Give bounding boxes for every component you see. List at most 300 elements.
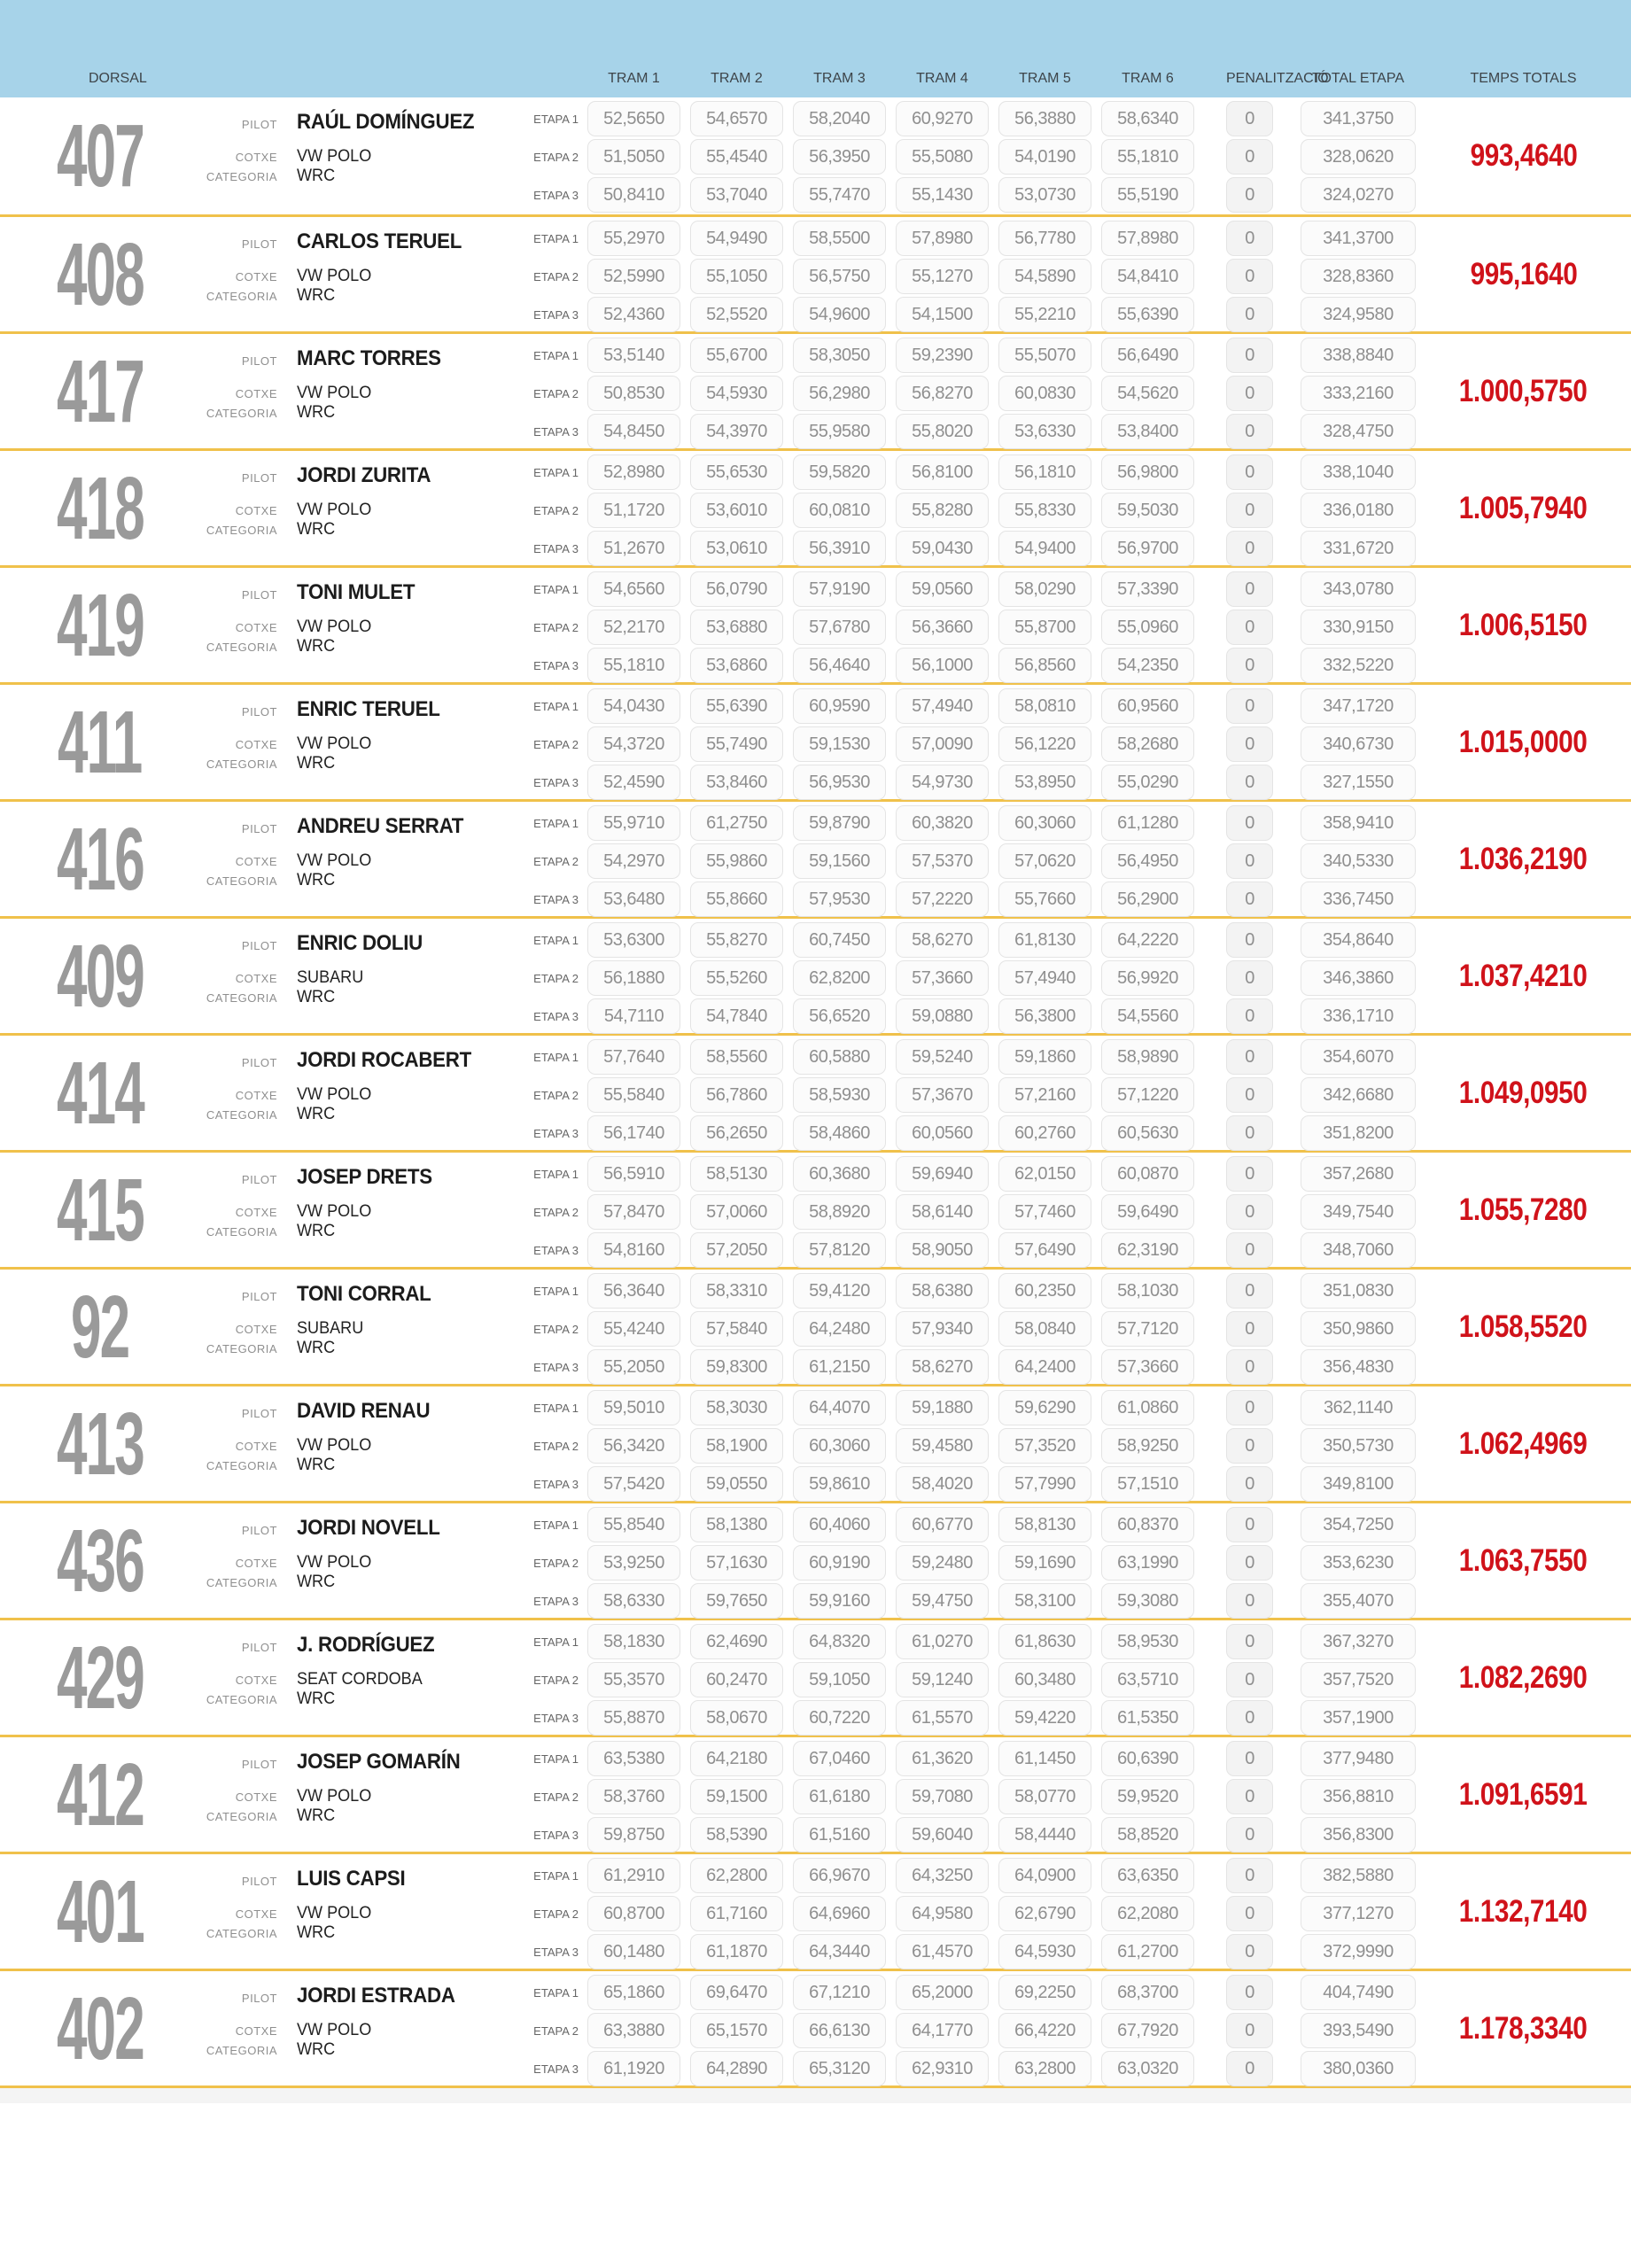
tram-time-cell[interactable]: 59,6490 xyxy=(1101,1194,1194,1230)
tram-time-cell[interactable]: 59,4120 xyxy=(793,1273,886,1309)
penalty-cell[interactable]: 0 xyxy=(1226,998,1273,1034)
tram-time-cell[interactable]: 57,7640 xyxy=(587,1039,680,1075)
penalty-cell[interactable]: 0 xyxy=(1226,648,1273,683)
tram-time-cell[interactable]: 52,4360 xyxy=(587,297,680,332)
tram-time-cell[interactable]: 58,4440 xyxy=(998,1817,1091,1852)
tram-time-cell[interactable]: 63,5380 xyxy=(587,1741,680,1776)
tram-time-cell[interactable]: 64,4070 xyxy=(793,1390,886,1425)
penalty-cell[interactable]: 0 xyxy=(1226,1507,1273,1542)
stage-total-cell[interactable]: 357,1900 xyxy=(1301,1700,1416,1736)
tram-time-cell[interactable]: 60,7450 xyxy=(793,922,886,958)
tram-time-cell[interactable]: 55,0290 xyxy=(1101,765,1194,800)
tram-time-cell[interactable]: 57,3520 xyxy=(998,1428,1091,1464)
stage-total-cell[interactable]: 347,1720 xyxy=(1301,688,1416,724)
tram-time-cell[interactable]: 52,5520 xyxy=(690,297,783,332)
tram-time-cell[interactable]: 56,3950 xyxy=(793,139,886,175)
tram-time-cell[interactable]: 54,6570 xyxy=(690,101,783,136)
stage-total-cell[interactable]: 356,4830 xyxy=(1301,1349,1416,1385)
tram-time-cell[interactable]: 64,2400 xyxy=(998,1349,1091,1385)
tram-time-cell[interactable]: 65,2000 xyxy=(896,1975,989,2010)
tram-time-cell[interactable]: 54,0430 xyxy=(587,688,680,724)
stage-total-cell[interactable]: 343,0780 xyxy=(1301,571,1416,607)
tram-time-cell[interactable]: 56,1220 xyxy=(998,726,1091,762)
tram-time-cell[interactable]: 55,9580 xyxy=(793,414,886,449)
tram-time-cell[interactable]: 52,2170 xyxy=(587,610,680,645)
tram-time-cell[interactable]: 58,9250 xyxy=(1101,1428,1194,1464)
stage-total-cell[interactable]: 382,5880 xyxy=(1301,1858,1416,1893)
stage-total-cell[interactable]: 338,1040 xyxy=(1301,454,1416,490)
tram-time-cell[interactable]: 54,0190 xyxy=(998,139,1091,175)
tram-time-cell[interactable]: 54,9730 xyxy=(896,765,989,800)
tram-time-cell[interactable]: 66,4220 xyxy=(998,2013,1091,2048)
tram-time-cell[interactable]: 60,3060 xyxy=(793,1428,886,1464)
tram-time-cell[interactable]: 54,9600 xyxy=(793,297,886,332)
penalty-cell[interactable]: 0 xyxy=(1226,1156,1273,1192)
stage-total-cell[interactable]: 331,6720 xyxy=(1301,531,1416,566)
penalty-cell[interactable]: 0 xyxy=(1226,493,1273,528)
tram-time-cell[interactable]: 53,8400 xyxy=(1101,414,1194,449)
tram-time-cell[interactable]: 59,8300 xyxy=(690,1349,783,1385)
penalty-cell[interactable]: 0 xyxy=(1226,1232,1273,1268)
stage-total-cell[interactable]: 330,9150 xyxy=(1301,610,1416,645)
tram-time-cell[interactable]: 58,1900 xyxy=(690,1428,783,1464)
stage-total-cell[interactable]: 351,0830 xyxy=(1301,1273,1416,1309)
tram-time-cell[interactable]: 55,8700 xyxy=(998,610,1091,645)
stage-total-cell[interactable]: 404,7490 xyxy=(1301,1975,1416,2010)
tram-time-cell[interactable]: 64,9580 xyxy=(896,1896,989,1931)
tram-time-cell[interactable]: 54,5930 xyxy=(690,376,783,411)
tram-time-cell[interactable]: 59,1500 xyxy=(690,1779,783,1814)
stage-total-cell[interactable]: 354,6070 xyxy=(1301,1039,1416,1075)
tram-time-cell[interactable]: 59,1880 xyxy=(896,1390,989,1425)
stage-total-cell[interactable]: 350,5730 xyxy=(1301,1428,1416,1464)
tram-time-cell[interactable]: 57,4940 xyxy=(896,688,989,724)
tram-time-cell[interactable]: 53,7040 xyxy=(690,177,783,213)
stage-total-cell[interactable]: 377,1270 xyxy=(1301,1896,1416,1931)
tram-time-cell[interactable]: 55,1810 xyxy=(587,648,680,683)
tram-time-cell[interactable]: 54,8410 xyxy=(1101,259,1194,294)
penalty-cell[interactable]: 0 xyxy=(1226,1039,1273,1075)
stage-total-cell[interactable]: 350,9860 xyxy=(1301,1311,1416,1347)
tram-time-cell[interactable]: 59,6040 xyxy=(896,1817,989,1852)
tram-time-cell[interactable]: 65,1570 xyxy=(690,2013,783,2048)
tram-time-cell[interactable]: 57,8980 xyxy=(1101,221,1194,256)
tram-time-cell[interactable]: 53,5140 xyxy=(587,338,680,373)
stage-total-cell[interactable]: 342,6680 xyxy=(1301,1077,1416,1113)
tram-time-cell[interactable]: 59,5240 xyxy=(896,1039,989,1075)
stage-total-cell[interactable]: 324,0270 xyxy=(1301,177,1416,213)
penalty-cell[interactable]: 0 xyxy=(1226,1858,1273,1893)
tram-time-cell[interactable]: 59,9160 xyxy=(793,1583,886,1619)
penalty-cell[interactable]: 0 xyxy=(1226,1975,1273,2010)
tram-time-cell[interactable]: 61,0860 xyxy=(1101,1390,1194,1425)
tram-time-cell[interactable]: 53,6010 xyxy=(690,493,783,528)
stage-total-cell[interactable]: 333,2160 xyxy=(1301,376,1416,411)
penalty-cell[interactable]: 0 xyxy=(1226,454,1273,490)
tram-time-cell[interactable]: 57,6780 xyxy=(793,610,886,645)
tram-time-cell[interactable]: 55,5840 xyxy=(587,1077,680,1113)
tram-time-cell[interactable]: 57,1510 xyxy=(1101,1466,1194,1502)
tram-time-cell[interactable]: 58,3100 xyxy=(998,1583,1091,1619)
tram-time-cell[interactable]: 60,9560 xyxy=(1101,688,1194,724)
tram-time-cell[interactable]: 55,5070 xyxy=(998,338,1091,373)
tram-time-cell[interactable]: 53,0730 xyxy=(998,177,1091,213)
tram-time-cell[interactable]: 56,9530 xyxy=(793,765,886,800)
stage-total-cell[interactable]: 380,0360 xyxy=(1301,2051,1416,2086)
tram-time-cell[interactable]: 54,8160 xyxy=(587,1232,680,1268)
tram-time-cell[interactable]: 63,2800 xyxy=(998,2051,1091,2086)
tram-time-cell[interactable]: 62,4690 xyxy=(690,1624,783,1659)
tram-time-cell[interactable]: 64,3250 xyxy=(896,1858,989,1893)
tram-time-cell[interactable]: 60,4060 xyxy=(793,1507,886,1542)
tram-time-cell[interactable]: 57,7120 xyxy=(1101,1311,1194,1347)
tram-time-cell[interactable]: 68,3700 xyxy=(1101,1975,1194,2010)
penalty-cell[interactable]: 0 xyxy=(1226,1700,1273,1736)
penalty-cell[interactable]: 0 xyxy=(1226,297,1273,332)
tram-time-cell[interactable]: 57,2220 xyxy=(896,882,989,917)
tram-time-cell[interactable]: 59,1560 xyxy=(793,843,886,879)
tram-time-cell[interactable]: 56,7860 xyxy=(690,1077,783,1113)
tram-time-cell[interactable]: 60,2760 xyxy=(998,1115,1091,1151)
tram-time-cell[interactable]: 55,8330 xyxy=(998,493,1091,528)
stage-total-cell[interactable]: 348,7060 xyxy=(1301,1232,1416,1268)
stage-total-cell[interactable]: 393,5490 xyxy=(1301,2013,1416,2048)
tram-time-cell[interactable]: 54,7840 xyxy=(690,998,783,1034)
tram-time-cell[interactable]: 59,7650 xyxy=(690,1583,783,1619)
tram-time-cell[interactable]: 64,5930 xyxy=(998,1934,1091,1969)
tram-time-cell[interactable]: 59,5010 xyxy=(587,1390,680,1425)
stage-total-cell[interactable]: 336,1710 xyxy=(1301,998,1416,1034)
tram-time-cell[interactable]: 64,2480 xyxy=(793,1311,886,1347)
tram-time-cell[interactable]: 60,9590 xyxy=(793,688,886,724)
stage-total-cell[interactable]: 346,3860 xyxy=(1301,960,1416,996)
tram-time-cell[interactable]: 55,6530 xyxy=(690,454,783,490)
tram-time-cell[interactable]: 61,2150 xyxy=(793,1349,886,1385)
tram-time-cell[interactable]: 54,2350 xyxy=(1101,648,1194,683)
penalty-cell[interactable]: 0 xyxy=(1226,376,1273,411)
penalty-cell[interactable]: 0 xyxy=(1226,1115,1273,1151)
penalty-cell[interactable]: 0 xyxy=(1226,531,1273,566)
tram-time-cell[interactable]: 60,5630 xyxy=(1101,1115,1194,1151)
tram-time-cell[interactable]: 63,1990 xyxy=(1101,1545,1194,1581)
tram-time-cell[interactable]: 56,1880 xyxy=(587,960,680,996)
tram-time-cell[interactable]: 55,6700 xyxy=(690,338,783,373)
tram-time-cell[interactable]: 56,9920 xyxy=(1101,960,1194,996)
tram-time-cell[interactable]: 65,3120 xyxy=(793,2051,886,2086)
tram-time-cell[interactable]: 63,3880 xyxy=(587,2013,680,2048)
stage-total-cell[interactable]: 336,7450 xyxy=(1301,882,1416,917)
tram-time-cell[interactable]: 60,6390 xyxy=(1101,1741,1194,1776)
tram-time-cell[interactable]: 61,4570 xyxy=(896,1934,989,1969)
stage-total-cell[interactable]: 336,0180 xyxy=(1301,493,1416,528)
tram-time-cell[interactable]: 59,8750 xyxy=(587,1817,680,1852)
tram-time-cell[interactable]: 53,6300 xyxy=(587,922,680,958)
stage-total-cell[interactable]: 328,0620 xyxy=(1301,139,1416,175)
tram-time-cell[interactable]: 58,8130 xyxy=(998,1507,1091,1542)
penalty-cell[interactable]: 0 xyxy=(1226,1741,1273,1776)
tram-time-cell[interactable]: 59,1690 xyxy=(998,1545,1091,1581)
tram-time-cell[interactable]: 53,9250 xyxy=(587,1545,680,1581)
tram-time-cell[interactable]: 58,6270 xyxy=(896,922,989,958)
stage-total-cell[interactable]: 351,8200 xyxy=(1301,1115,1416,1151)
tram-time-cell[interactable]: 58,1380 xyxy=(690,1507,783,1542)
stage-total-cell[interactable]: 367,3270 xyxy=(1301,1624,1416,1659)
tram-time-cell[interactable]: 62,0150 xyxy=(998,1156,1091,1192)
tram-time-cell[interactable]: 58,1030 xyxy=(1101,1273,1194,1309)
tram-time-cell[interactable]: 53,8460 xyxy=(690,765,783,800)
penalty-cell[interactable]: 0 xyxy=(1226,688,1273,724)
tram-time-cell[interactable]: 58,5390 xyxy=(690,1817,783,1852)
tram-time-cell[interactable]: 53,8950 xyxy=(998,765,1091,800)
tram-time-cell[interactable]: 58,6330 xyxy=(587,1583,680,1619)
penalty-cell[interactable]: 0 xyxy=(1226,571,1273,607)
tram-time-cell[interactable]: 56,4640 xyxy=(793,648,886,683)
tram-time-cell[interactable]: 55,0960 xyxy=(1101,610,1194,645)
tram-time-cell[interactable]: 55,2210 xyxy=(998,297,1091,332)
tram-time-cell[interactable]: 59,4750 xyxy=(896,1583,989,1619)
tram-time-cell[interactable]: 54,9400 xyxy=(998,531,1091,566)
tram-time-cell[interactable]: 56,2900 xyxy=(1101,882,1194,917)
tram-time-cell[interactable]: 57,9190 xyxy=(793,571,886,607)
tram-time-cell[interactable]: 57,3670 xyxy=(896,1077,989,1113)
penalty-cell[interactable]: 0 xyxy=(1226,1896,1273,1931)
tram-time-cell[interactable]: 62,2800 xyxy=(690,1858,783,1893)
penalty-cell[interactable]: 0 xyxy=(1226,610,1273,645)
penalty-cell[interactable]: 0 xyxy=(1226,882,1273,917)
tram-time-cell[interactable]: 58,5930 xyxy=(793,1077,886,1113)
tram-time-cell[interactable]: 66,6130 xyxy=(793,2013,886,2048)
tram-time-cell[interactable]: 64,3440 xyxy=(793,1934,886,1969)
stage-total-cell[interactable]: 356,8300 xyxy=(1301,1817,1416,1852)
tram-time-cell[interactable]: 61,7160 xyxy=(690,1896,783,1931)
penalty-cell[interactable]: 0 xyxy=(1226,1817,1273,1852)
tram-time-cell[interactable]: 58,6380 xyxy=(896,1273,989,1309)
tram-time-cell[interactable]: 58,9050 xyxy=(896,1232,989,1268)
tram-time-cell[interactable]: 56,3910 xyxy=(793,531,886,566)
tram-time-cell[interactable]: 53,6480 xyxy=(587,882,680,917)
tram-time-cell[interactable]: 54,2970 xyxy=(587,843,680,879)
tram-time-cell[interactable]: 55,8280 xyxy=(896,493,989,528)
tram-time-cell[interactable]: 54,9490 xyxy=(690,221,783,256)
tram-time-cell[interactable]: 62,8200 xyxy=(793,960,886,996)
tram-time-cell[interactable]: 55,1430 xyxy=(896,177,989,213)
tram-time-cell[interactable]: 55,2970 xyxy=(587,221,680,256)
tram-time-cell[interactable]: 56,1810 xyxy=(998,454,1091,490)
tram-time-cell[interactable]: 59,0880 xyxy=(896,998,989,1034)
penalty-cell[interactable]: 0 xyxy=(1226,1662,1273,1697)
tram-time-cell[interactable]: 54,3970 xyxy=(690,414,783,449)
tram-time-cell[interactable]: 55,8020 xyxy=(896,414,989,449)
tram-time-cell[interactable]: 52,5990 xyxy=(587,259,680,294)
penalty-cell[interactable]: 0 xyxy=(1226,726,1273,762)
tram-time-cell[interactable]: 55,7660 xyxy=(998,882,1091,917)
tram-time-cell[interactable]: 61,1280 xyxy=(1101,805,1194,841)
tram-time-cell[interactable]: 58,9530 xyxy=(1101,1624,1194,1659)
tram-time-cell[interactable]: 60,2470 xyxy=(690,1662,783,1697)
tram-time-cell[interactable]: 65,1860 xyxy=(587,1975,680,2010)
tram-time-cell[interactable]: 67,0460 xyxy=(793,1741,886,1776)
tram-time-cell[interactable]: 56,5910 xyxy=(587,1156,680,1192)
tram-time-cell[interactable]: 57,8980 xyxy=(896,221,989,256)
tram-time-cell[interactable]: 52,8980 xyxy=(587,454,680,490)
tram-time-cell[interactable]: 60,3680 xyxy=(793,1156,886,1192)
tram-time-cell[interactable]: 59,8790 xyxy=(793,805,886,841)
tram-time-cell[interactable]: 56,3640 xyxy=(587,1273,680,1309)
tram-time-cell[interactable]: 64,1770 xyxy=(896,2013,989,2048)
tram-time-cell[interactable]: 60,9270 xyxy=(896,101,989,136)
penalty-cell[interactable]: 0 xyxy=(1226,1273,1273,1309)
penalty-cell[interactable]: 0 xyxy=(1226,101,1273,136)
tram-time-cell[interactable]: 59,6290 xyxy=(998,1390,1091,1425)
tram-time-cell[interactable]: 57,0060 xyxy=(690,1194,783,1230)
tram-time-cell[interactable]: 58,0770 xyxy=(998,1779,1091,1814)
tram-time-cell[interactable]: 61,5160 xyxy=(793,1817,886,1852)
stage-total-cell[interactable]: 328,8360 xyxy=(1301,259,1416,294)
tram-time-cell[interactable]: 64,8320 xyxy=(793,1624,886,1659)
penalty-cell[interactable]: 0 xyxy=(1226,960,1273,996)
tram-time-cell[interactable]: 53,6860 xyxy=(690,648,783,683)
tram-time-cell[interactable]: 58,3310 xyxy=(690,1273,783,1309)
tram-time-cell[interactable]: 56,3800 xyxy=(998,998,1091,1034)
stage-total-cell[interactable]: 341,3700 xyxy=(1301,221,1416,256)
penalty-cell[interactable]: 0 xyxy=(1226,1934,1273,1969)
tram-time-cell[interactable]: 58,6270 xyxy=(896,1349,989,1385)
tram-time-cell[interactable]: 64,2890 xyxy=(690,2051,783,2086)
tram-time-cell[interactable]: 51,5050 xyxy=(587,139,680,175)
tram-time-cell[interactable]: 58,8520 xyxy=(1101,1817,1194,1852)
tram-time-cell[interactable]: 61,1870 xyxy=(690,1934,783,1969)
tram-time-cell[interactable]: 56,2980 xyxy=(793,376,886,411)
tram-time-cell[interactable]: 54,5560 xyxy=(1101,998,1194,1034)
tram-time-cell[interactable]: 50,8530 xyxy=(587,376,680,411)
tram-time-cell[interactable]: 55,7470 xyxy=(793,177,886,213)
tram-time-cell[interactable]: 57,9530 xyxy=(793,882,886,917)
tram-time-cell[interactable]: 61,5570 xyxy=(896,1700,989,1736)
tram-time-cell[interactable]: 60,5880 xyxy=(793,1039,886,1075)
tram-time-cell[interactable]: 55,9860 xyxy=(690,843,783,879)
tram-time-cell[interactable]: 56,8270 xyxy=(896,376,989,411)
penalty-cell[interactable]: 0 xyxy=(1226,1545,1273,1581)
tram-time-cell[interactable]: 61,8630 xyxy=(998,1624,1091,1659)
tram-time-cell[interactable]: 59,4220 xyxy=(998,1700,1091,1736)
tram-time-cell[interactable]: 58,9890 xyxy=(1101,1039,1194,1075)
penalty-cell[interactable]: 0 xyxy=(1226,221,1273,256)
tram-time-cell[interactable]: 51,2670 xyxy=(587,531,680,566)
stage-total-cell[interactable]: 328,4750 xyxy=(1301,414,1416,449)
tram-time-cell[interactable]: 54,8450 xyxy=(587,414,680,449)
tram-time-cell[interactable]: 59,1860 xyxy=(998,1039,1091,1075)
tram-time-cell[interactable]: 55,6390 xyxy=(1101,297,1194,332)
tram-time-cell[interactable]: 57,2160 xyxy=(998,1077,1091,1113)
tram-time-cell[interactable]: 53,6880 xyxy=(690,610,783,645)
tram-time-cell[interactable]: 58,8920 xyxy=(793,1194,886,1230)
tram-time-cell[interactable]: 59,4580 xyxy=(896,1428,989,1464)
tram-time-cell[interactable]: 59,0560 xyxy=(896,571,989,607)
penalty-cell[interactable]: 0 xyxy=(1226,139,1273,175)
tram-time-cell[interactable]: 54,5620 xyxy=(1101,376,1194,411)
tram-time-cell[interactable]: 62,2080 xyxy=(1101,1896,1194,1931)
stage-total-cell[interactable]: 338,8840 xyxy=(1301,338,1416,373)
tram-time-cell[interactable]: 55,3570 xyxy=(587,1662,680,1697)
tram-time-cell[interactable]: 56,5750 xyxy=(793,259,886,294)
tram-time-cell[interactable]: 57,1220 xyxy=(1101,1077,1194,1113)
stage-total-cell[interactable]: 349,8100 xyxy=(1301,1466,1416,1502)
tram-time-cell[interactable]: 59,5030 xyxy=(1101,493,1194,528)
tram-time-cell[interactable]: 56,2650 xyxy=(690,1115,783,1151)
tram-time-cell[interactable]: 56,3660 xyxy=(896,610,989,645)
tram-time-cell[interactable]: 61,0270 xyxy=(896,1624,989,1659)
tram-time-cell[interactable]: 60,9190 xyxy=(793,1545,886,1581)
tram-time-cell[interactable]: 64,2180 xyxy=(690,1741,783,1776)
tram-time-cell[interactable]: 58,5500 xyxy=(793,221,886,256)
tram-time-cell[interactable]: 59,3080 xyxy=(1101,1583,1194,1619)
tram-time-cell[interactable]: 61,1920 xyxy=(587,2051,680,2086)
tram-time-cell[interactable]: 57,4940 xyxy=(998,960,1091,996)
tram-time-cell[interactable]: 63,6350 xyxy=(1101,1858,1194,1893)
tram-time-cell[interactable]: 62,9310 xyxy=(896,2051,989,2086)
stage-total-cell[interactable]: 377,9480 xyxy=(1301,1741,1416,1776)
tram-time-cell[interactable]: 57,2050 xyxy=(690,1232,783,1268)
tram-time-cell[interactable]: 58,3050 xyxy=(793,338,886,373)
tram-time-cell[interactable]: 57,8120 xyxy=(793,1232,886,1268)
penalty-cell[interactable]: 0 xyxy=(1226,2013,1273,2048)
penalty-cell[interactable]: 0 xyxy=(1226,338,1273,373)
tram-time-cell[interactable]: 61,6180 xyxy=(793,1779,886,1814)
penalty-cell[interactable]: 0 xyxy=(1226,414,1273,449)
tram-time-cell[interactable]: 64,6960 xyxy=(793,1896,886,1931)
tram-time-cell[interactable]: 60,3060 xyxy=(998,805,1091,841)
tram-time-cell[interactable]: 56,9800 xyxy=(1101,454,1194,490)
tram-time-cell[interactable]: 61,2910 xyxy=(587,1858,680,1893)
tram-time-cell[interactable]: 59,1240 xyxy=(896,1662,989,1697)
tram-time-cell[interactable]: 67,1210 xyxy=(793,1975,886,2010)
tram-time-cell[interactable]: 57,8470 xyxy=(587,1194,680,1230)
penalty-cell[interactable]: 0 xyxy=(1226,1311,1273,1347)
tram-time-cell[interactable]: 55,6390 xyxy=(690,688,783,724)
tram-time-cell[interactable]: 56,7780 xyxy=(998,221,1091,256)
tram-time-cell[interactable]: 51,1720 xyxy=(587,493,680,528)
tram-time-cell[interactable]: 64,0900 xyxy=(998,1858,1091,1893)
tram-time-cell[interactable]: 60,6770 xyxy=(896,1507,989,1542)
penalty-cell[interactable]: 0 xyxy=(1226,1624,1273,1659)
tram-time-cell[interactable]: 57,3660 xyxy=(896,960,989,996)
stage-total-cell[interactable]: 324,9580 xyxy=(1301,297,1416,332)
tram-time-cell[interactable]: 56,0790 xyxy=(690,571,783,607)
tram-time-cell[interactable]: 55,1050 xyxy=(690,259,783,294)
tram-time-cell[interactable]: 59,8610 xyxy=(793,1466,886,1502)
tram-time-cell[interactable]: 59,0430 xyxy=(896,531,989,566)
tram-time-cell[interactable]: 52,4590 xyxy=(587,765,680,800)
tram-time-cell[interactable]: 57,5370 xyxy=(896,843,989,879)
tram-time-cell[interactable]: 59,9520 xyxy=(1101,1779,1194,1814)
stage-total-cell[interactable]: 341,3750 xyxy=(1301,101,1416,136)
tram-time-cell[interactable]: 55,2050 xyxy=(587,1349,680,1385)
tram-time-cell[interactable]: 66,9670 xyxy=(793,1858,886,1893)
tram-time-cell[interactable]: 61,5350 xyxy=(1101,1700,1194,1736)
stage-total-cell[interactable]: 340,6730 xyxy=(1301,726,1416,762)
tram-time-cell[interactable]: 56,8100 xyxy=(896,454,989,490)
tram-time-cell[interactable]: 55,1810 xyxy=(1101,139,1194,175)
tram-time-cell[interactable]: 55,5080 xyxy=(896,139,989,175)
tram-time-cell[interactable]: 58,0290 xyxy=(998,571,1091,607)
penalty-cell[interactable]: 0 xyxy=(1226,1194,1273,1230)
tram-time-cell[interactable]: 55,5190 xyxy=(1101,177,1194,213)
tram-time-cell[interactable]: 60,0870 xyxy=(1101,1156,1194,1192)
tram-time-cell[interactable]: 59,1050 xyxy=(793,1662,886,1697)
stage-total-cell[interactable]: 362,1140 xyxy=(1301,1390,1416,1425)
tram-time-cell[interactable]: 58,6140 xyxy=(896,1194,989,1230)
tram-time-cell[interactable]: 57,7460 xyxy=(998,1194,1091,1230)
